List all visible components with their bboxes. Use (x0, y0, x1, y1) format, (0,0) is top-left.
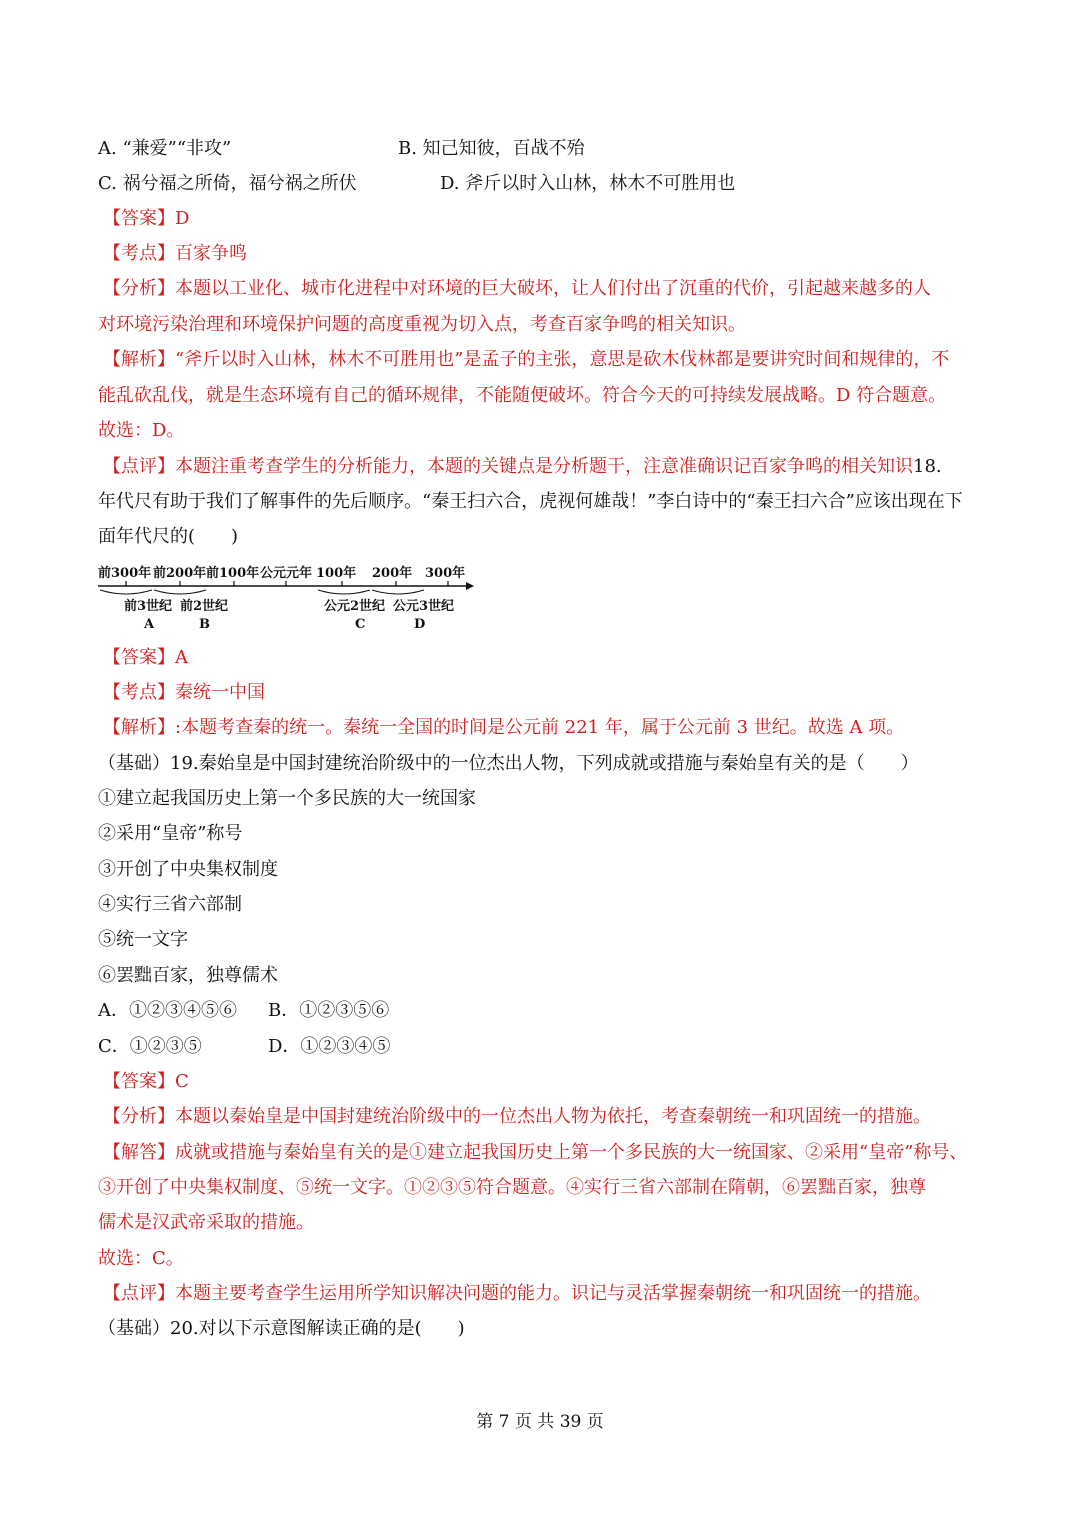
timeline-bottom-label: 公元3世纪 (393, 599, 455, 614)
timeline-arrow-icon (466, 582, 474, 590)
q19-jieda-line3: 儒术是汉武帝采取的措施。 (98, 1212, 314, 1233)
q19-option-d: D．①②③④⑤ (268, 1036, 391, 1057)
timeline-bottom-label: 前3世纪 (124, 599, 173, 614)
q19-item-3: ③开创了中央集权制度 (98, 859, 278, 880)
timeline-bottom-label: 公元2世纪 (324, 599, 386, 614)
q17-answer: 【答案】D (103, 208, 190, 229)
q19-jieda-line1: 【解答】成就或措施与秦始皇有关的是①建立起我国历史上第一个多民族的大一统国家、②采用“皇帝”称号、 (103, 1142, 968, 1163)
q17-option-a: A. “兼爱”“非攻” (98, 138, 232, 159)
timeline-bracket-c (318, 590, 370, 594)
q18-answer: 【答案】A (103, 647, 188, 668)
q19-dianping: 【点评】本题主要考查学生运用所学知识解决问题的能力。识记与灵活掌握秦朝统一和巩固统一的措施。 (103, 1283, 931, 1304)
timeline-letter: A (144, 617, 155, 632)
q17-fenxi-line2: 对环境污染治理和环境保护问题的高度重视为切入点，考查百家争鸣的相关知识。 (98, 314, 746, 335)
q17-jiexi-line3: 故选：D。 (98, 420, 185, 441)
q17-option-d: D. 斧斤以时入山林，林木不可胜用也 (440, 173, 736, 194)
q19-item-4: ④实行三省六部制 (98, 894, 242, 915)
timeline-letter: C (355, 617, 366, 632)
q19-answer: 【答案】C (103, 1071, 189, 1092)
q19-item-2: ②采用“皇帝”称号 (98, 823, 243, 844)
q19-jieda-line2: ③开创了中央集权制度、⑤统一文字。①②③⑤符合题意。④实行三省六部制在隋朝，⑥罢黜百家，独尊 (98, 1177, 926, 1198)
timeline-top-label: 前200年 (153, 566, 207, 581)
page-footer: 第 7 页 共 39 页 (476, 1412, 604, 1432)
q17-jiexi-line2: 能乱砍乱伐，就是生态环境有自己的循环规律，不能随便破坏。符合今天的可持续发展战略。D 符合题意。 (98, 385, 947, 406)
timeline-letter: B (199, 617, 210, 632)
q19-item-1: ①建立起我国历史上第一个多民族的大一统国家 (98, 788, 476, 809)
timeline-top-label: 100年 (316, 566, 357, 581)
q19-option-b: B．①②③⑤⑥ (268, 1000, 390, 1021)
q18-stem-line2: 年代尺有助于我们了解事件的先后顺序。“秦王扫六合，虎视何雄哉！”李白诗中的“秦王扫六合”应该出现在下 (98, 491, 963, 512)
q17-option-c: C. 祸兮福之所倚，福兮祸之所伏 (98, 173, 357, 194)
q18-kaodian: 【考点】秦统一中国 (103, 682, 265, 703)
q19-guxuan: 故选：C。 (98, 1248, 184, 1269)
q18-number: 18. (913, 456, 942, 477)
timeline-bracket-b (154, 590, 206, 594)
q19-item-5: ⑤统一文字 (98, 929, 188, 950)
timeline-bracket-d (372, 590, 424, 594)
q19-stem: （基础）19.秦始皇是中国封建统治阶级中的一位杰出人物，下列成就或措施与秦始皇有关的是（ ） (98, 753, 919, 774)
timeline-letter: D (414, 617, 426, 632)
q19-fenxi: 【分析】本题以秦始皇是中国封建统治阶级中的一位杰出人物为依托，考查秦朝统一和巩固统一的措施。 (103, 1106, 931, 1127)
timeline-top-label: 200年 (372, 566, 413, 581)
q20-stem: （基础）20.对以下示意图解读正确的是( ) (98, 1318, 465, 1339)
q17-fenxi-line1: 【分析】本题以工业化、城市化进程中对环境的巨大破坏，让人们付出了沉重的代价，引起越来越多的人 (103, 278, 931, 299)
q17-option-b: B. 知己知彼，百战不殆 (398, 138, 585, 159)
q17-kaodian: 【考点】百家争鸣 (103, 243, 247, 264)
timeline-top-label: 前300年 (98, 566, 152, 581)
q17-dianping-text: 【点评】本题注重考查学生的分析能力，本题的关键点是分析题干，注意准确识记百家争鸣的相关知识 (103, 456, 913, 477)
timeline-bracket-a (100, 590, 152, 594)
q17-dianping-line1 (103, 455, 942, 479)
timeline-bottom-label: 前2世纪 (180, 599, 229, 614)
q19-item-6: ⑥罢黜百家，独尊儒术 (98, 965, 278, 986)
q19-option-c: C．①②③⑤ (98, 1036, 202, 1057)
timeline-top-label: 300年 (425, 566, 466, 581)
timeline-top-label: 前100年 (206, 566, 260, 581)
q19-option-a: A．①②③④⑤⑥ (98, 1000, 237, 1021)
q18-stem-line3: 面年代尺的( ) (98, 526, 239, 547)
q17-jiexi-line1: 【解析】“斧斤以时入山林，林木不可胜用也”是孟子的主张，意思是砍木伐林都是要讲究时间和规律的，不 (103, 349, 950, 370)
q18-jiexi: 【解析】:本题考查秦的统一。秦统一全国的时间是公元前 221 年，属于公元前 3 世纪。故选 A 项。 (103, 717, 905, 738)
timeline-top-label: 公元元年 (260, 566, 313, 581)
timeline-figure (96, 562, 476, 634)
